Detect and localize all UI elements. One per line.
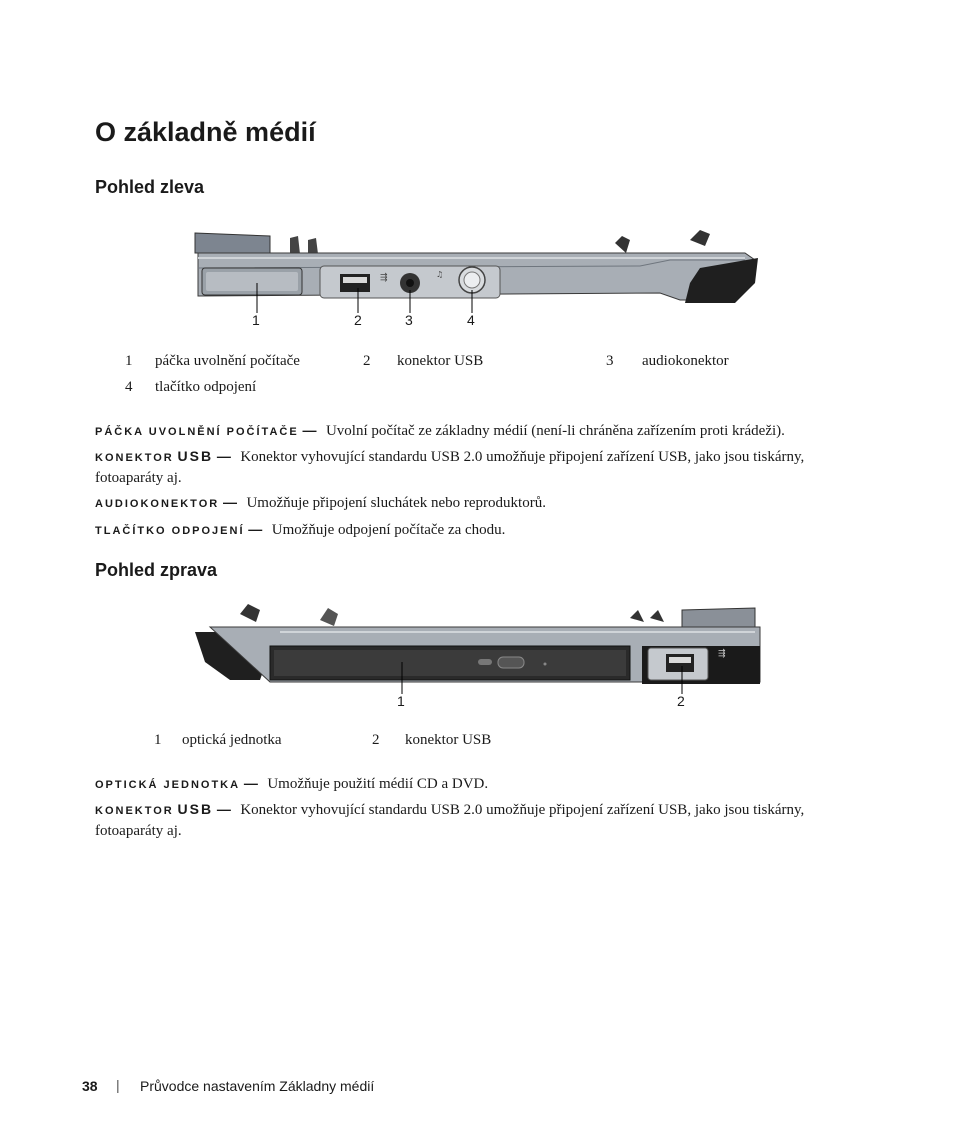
legend-label: páčka uvolnění počítače	[155, 353, 300, 369]
description-audio-connector: AUDIOKONEKTOR — Umožňuje připojení sluchátek nebo reproduktorů.	[95, 494, 546, 511]
media-base-left-side-image	[190, 228, 765, 318]
legend-label: konektor USB	[405, 732, 492, 748]
callout-1: 1	[397, 693, 405, 709]
legend-number: 4	[125, 379, 133, 395]
callout-3: 3	[405, 312, 413, 328]
legend-number: 1	[125, 353, 133, 369]
callout-4: 4	[467, 312, 475, 328]
legend-label: optická jednotka	[182, 732, 282, 748]
legend-number: 1	[154, 732, 162, 748]
footer-title: Průvodce nastavením Základny médií	[140, 1078, 375, 1094]
legend-label: tlačítko odpojení	[155, 379, 257, 395]
legend-number: 3	[606, 353, 614, 369]
right-view-illustration	[190, 602, 765, 712]
svg-text:⇶: ⇶	[380, 273, 388, 283]
description-usb-connector: KONEKTOR USB — Konektor vyhovující standardu USB 2.0 umožňuje připojení zařízení USB, jako jsou tiskárny, fotoaparáty aj.	[95, 448, 805, 486]
callout-2: 2	[677, 693, 685, 709]
section-heading-left-view: Pohled zleva	[95, 177, 205, 197]
description-usb-connector: KONEKTOR USB — Konektor vyhovující standardu USB 2.0 umožňuje připojení zařízení USB, jako jsou tiskárny, fotoaparáty aj.	[95, 801, 805, 839]
legend-label: audiokonektor	[642, 353, 729, 369]
left-view-illustration	[190, 228, 765, 328]
section-heading-right-view: Pohled zprava	[95, 560, 218, 580]
svg-text:♫: ♫	[436, 270, 444, 279]
description-optical-drive: OPTICKÁ JEDNOTKA — Umožňuje použití médií CD a DVD.	[95, 775, 489, 792]
page-number: 38	[82, 1078, 98, 1094]
footer-separator: |	[116, 1077, 120, 1093]
callout-2: 2	[354, 312, 362, 328]
page-title: O základně médií	[95, 117, 316, 147]
legend-number: 2	[363, 353, 371, 369]
callout-1: 1	[252, 312, 260, 328]
svg-text:⇶: ⇶	[718, 649, 726, 659]
legend-number: 2	[372, 732, 380, 748]
description-undock-button: TLAČÍTKO ODPOJENÍ — Umožňuje odpojení počítače za chodu.	[95, 521, 506, 538]
legend-label: konektor USB	[397, 353, 484, 369]
description-release-lever: PÁČKA UVOLNĚNÍ POČÍTAČE — Uvolní počítač ze základny médií (není-li chráněna zařízením proti krádeži).	[95, 422, 785, 439]
